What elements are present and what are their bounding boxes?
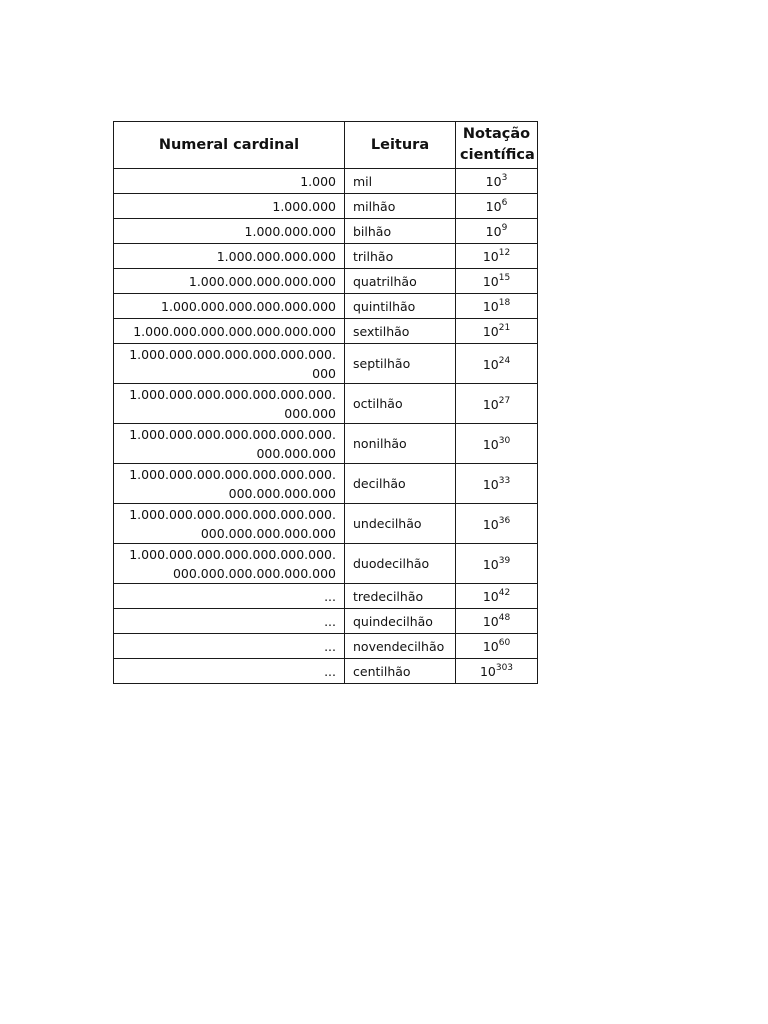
numeral-line: 000.000.000.000.000.000 [172,565,336,581]
power-exponent: 15 [498,273,511,284]
leitura-cell: quintilhão [345,294,456,319]
table-row [114,384,538,424]
power-base: 10 [482,557,499,573]
numeral-cell [114,219,345,244]
numeral-cell [114,269,345,294]
notacao-cell [456,464,538,504]
numeral-line: ... [324,638,336,654]
power-base: 10 [482,357,499,373]
table-row [114,424,538,464]
power-base: 10 [482,517,499,533]
power-base: 10 [482,614,499,630]
notacao-cell [456,169,538,194]
numeral-cell [114,584,345,609]
leitura-cell: bilhão [345,219,456,244]
numeral-cell [114,169,345,194]
table-row [114,269,538,294]
notacao-cell [456,219,538,244]
numeral-line: 1.000.000.000.000.000.000.000. [129,346,336,362]
power-exponent: 60 [498,638,511,649]
numeral-cell [114,244,345,269]
table-row [114,294,538,319]
numeral-line: 1.000.000.000.000.000 [188,273,336,289]
power-exponent: 12 [498,248,511,259]
leitura-cell: mil [345,169,456,194]
notacao-cell [456,609,538,634]
power-base: 10 [482,397,499,413]
power-base: 10 [482,589,499,605]
leitura-cell: duodecilhão [345,544,456,584]
numeral-cell [114,504,345,544]
numeral-line: 1.000.000.000.000.000.000 [161,298,336,314]
notacao-cell [456,319,538,344]
header-row [114,122,538,169]
numeral-line: 000.000.000.000.000 [200,525,336,541]
numeral-line: 1.000.000.000.000.000.000.000. [129,546,336,562]
header-numeral: Numeral cardinal [114,122,345,169]
numeral-line: 1.000.000.000.000.000.000.000 [133,323,336,339]
table-row [114,504,538,544]
numeral-line: ... [324,613,336,629]
power-exponent: 30 [498,435,511,446]
numeral-cell [114,544,345,584]
leitura-cell: octilhão [345,384,456,424]
notacao-cell [456,244,538,269]
table-row [114,659,538,684]
numeral-line: 1.000.000.000.000.000.000.000. [129,506,336,522]
table-row [114,219,538,244]
numeral-cell [114,194,345,219]
table-row [114,634,538,659]
power-base: 10 [482,274,499,290]
power-exponent: 303 [495,663,514,674]
numeral-line: 1.000.000.000.000 [216,248,336,264]
power-base: 10 [482,299,499,315]
numeral-cell [114,344,345,384]
header-notacao-line2: científica [460,147,535,163]
leitura-cell: milhão [345,194,456,219]
notacao-cell [456,544,538,584]
notacao-cell [456,344,538,384]
power-exponent: 39 [498,555,511,566]
numeral-cell [114,634,345,659]
power-exponent: 48 [498,613,511,624]
notacao-cell [456,634,538,659]
table-row [114,609,538,634]
numeral-cell [114,464,345,504]
power-base: 10 [482,477,499,493]
notacao-cell [456,424,538,464]
power-exponent: 3 [501,173,508,184]
leitura-cell: quindecilhão [345,609,456,634]
leitura-cell: sextilhão [345,319,456,344]
leitura-cell: novendecilhão [345,634,456,659]
power-exponent: 6 [501,198,508,209]
leitura-cell: nonilhão [345,424,456,464]
header-leitura: Leitura [345,122,456,169]
numeral-line: 1.000.000.000.000.000.000.000. [129,426,336,442]
numeral-cell [114,609,345,634]
notacao-cell [456,504,538,544]
power-exponent: 27 [498,395,511,406]
numeral-line: 1.000.000.000.000.000.000.000. [129,386,336,402]
numeral-cell [114,424,345,464]
notacao-cell [456,659,538,684]
power-exponent: 9 [501,223,508,234]
power-base: 10 [482,249,499,265]
numeral-line: 000.000 [284,405,336,421]
numeral-line: ... [324,588,336,604]
notacao-cell [456,194,538,219]
power-exponent: 24 [498,355,511,366]
notacao-cell [456,584,538,609]
numeral-line: ... [324,663,336,679]
power-exponent: 42 [498,588,511,599]
numeral-cell [114,384,345,424]
notacao-cell [456,384,538,424]
header-notacao-line1: Notação [462,126,531,142]
power-exponent: 21 [498,323,511,334]
numeral-line: 1.000 [300,173,336,189]
power-base: 10 [485,199,502,215]
numeral-line: 000.000.000.000 [228,485,336,501]
leitura-cell: tredecilhão [345,584,456,609]
power-base: 10 [482,639,499,655]
power-base: 10 [479,664,496,680]
power-base: 10 [485,174,502,190]
header-notacao [456,122,538,169]
numeral-cell [114,319,345,344]
leitura-cell: septilhão [345,344,456,384]
power-exponent: 33 [498,475,511,486]
table-row [114,244,538,269]
leitura-cell: decilhão [345,464,456,504]
numeral-table [113,121,538,684]
table-row [114,169,538,194]
numeral-line: 1.000.000 [272,198,336,214]
table-row [114,464,538,504]
notacao-cell [456,269,538,294]
numeral-line: 000 [312,365,336,381]
numeral-cell [114,294,345,319]
leitura-cell: quatrilhão [345,269,456,294]
numeral-line: 000.000.000 [256,445,336,461]
power-base: 10 [482,437,499,453]
table-row [114,344,538,384]
table-row [114,584,538,609]
power-base: 10 [482,324,499,340]
power-exponent: 36 [498,515,511,526]
leitura-cell: undecilhão [345,504,456,544]
table-row [114,319,538,344]
numeral-line: 1.000.000.000 [244,223,336,239]
numeral-cell [114,659,345,684]
table-row [114,194,538,219]
table-row [114,544,538,584]
power-base: 10 [485,224,502,240]
leitura-cell: centilhão [345,659,456,684]
numeral-line: 1.000.000.000.000.000.000.000. [129,466,336,482]
notacao-cell [456,294,538,319]
power-exponent: 18 [498,298,511,309]
table-body [114,169,538,684]
leitura-cell: trilhão [345,244,456,269]
